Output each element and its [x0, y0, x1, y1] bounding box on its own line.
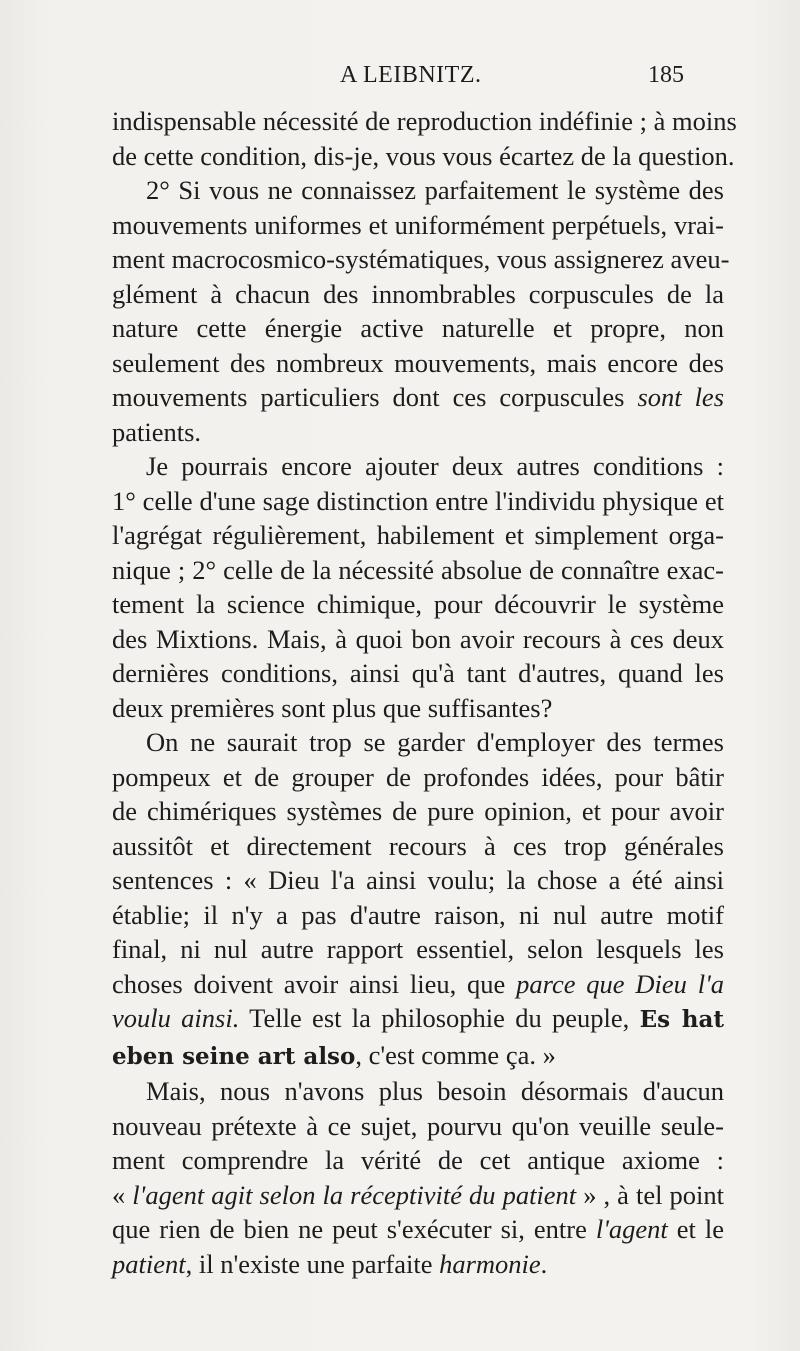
text-line: [112, 967, 724, 1002]
text-line: [112, 1212, 724, 1247]
paragraph-3: [112, 449, 724, 725]
text-line: de chimériques systèmes de pure opinion, et pour avoir: [112, 796, 724, 826]
text-line: nature cette énergie active naturelle et propre, non: [112, 313, 724, 343]
paragraph-2: [112, 173, 730, 449]
text-run: » , à tel point: [576, 1179, 724, 1210]
text-line: dernières conditions, ainsi qu'à tant d'autres, quand les: [112, 658, 724, 688]
text-line: 1° celle d'une sage distinction entre l'individu physique et: [112, 485, 724, 516]
text-line: pompeux et de grouper de profondes idées, pour bâtir: [112, 761, 724, 792]
paragraph-5: [112, 1074, 724, 1281]
text-run: et le: [667, 1214, 725, 1244]
text-line: nique ; 2° celle de la nécessité absolue de connaître exac-: [112, 554, 724, 585]
page-number: 185: [648, 62, 684, 88]
italic-run: l'agent: [595, 1214, 668, 1244]
text-line: nouveau prétexte à ce sujet, pourvu qu'on veuille seule-: [112, 1110, 724, 1141]
text-line: 2° Si vous ne connaissez parfaitement le système des: [146, 175, 724, 205]
text-line: des Mixtions. Mais, à quoi bon avoir recours à ces deux: [112, 623, 724, 654]
text-line: indispensable nécessité de reproduction indéfinie ; à moins: [112, 106, 737, 136]
running-title: A LEIBNITZ.: [340, 62, 482, 88]
text-line: l'agrégat régulièrement, habilement et simplement orga-: [112, 520, 724, 550]
paragraph-1: [112, 104, 737, 173]
italic-run: sont les: [637, 382, 725, 412]
text-line: aussitôt et directement recours à ces trop générales: [112, 830, 724, 861]
text-line: [112, 1038, 724, 1075]
text-line: deux premières sont plus que suffisantes?: [112, 692, 553, 723]
text-line: glément à chacun des innombrables corpuscules de la: [112, 278, 724, 309]
text-line: Je pourrais encore ajouter deux autres conditions :: [146, 451, 724, 481]
text-run: que rien de bien ne peut s'exécuter si, entre: [112, 1214, 596, 1244]
italic-run: harmonie: [439, 1248, 541, 1279]
blackletter-run: Es hat: [639, 1006, 724, 1033]
text-run: Telle est la philosophie du peuple,: [239, 1003, 640, 1033]
text-line: final, ni nul autre rapport essentiel, selon lesquels les: [112, 934, 724, 964]
text-run: , il n'existe une parfaite: [185, 1248, 440, 1279]
page-header: [0, 62, 800, 102]
text-line: seulement des nombreux mouvements, mais encore des: [112, 347, 724, 378]
body-text: [112, 104, 737, 1281]
text-run: .: [540, 1248, 548, 1279]
italic-run: l'agent agit selon la réceptivité du patient: [132, 1179, 577, 1210]
blackletter-run: eben seine art also: [112, 1042, 356, 1070]
text-line: de cette condition, dis-je, vous vous écartez de la question.: [112, 140, 735, 171]
text-run: «: [112, 1179, 133, 1210]
text-line: établie; il n'y a pas d'autre raison, ni nul autre motif: [112, 899, 724, 930]
text-line: [112, 1178, 724, 1213]
paragraph-4: [112, 725, 724, 1074]
text-run: choses doivent avoir ainsi lieu, que: [112, 968, 517, 999]
text-line: ment macrocosmico-systématiques, vous assignerez aveu-: [112, 244, 730, 274]
text-run: mouvements particuliers dont ces corpuscules: [112, 382, 638, 412]
text-line: On ne saurait trop se garder d'employer des termes: [146, 727, 724, 757]
text-run: , c'est comme ça. »: [355, 1039, 556, 1070]
italic-run: parce que Dieu l'a: [516, 968, 724, 999]
text-line: patients.: [112, 416, 202, 447]
text-line: sentences : « Dieu l'a ainsi voulu; la chose a été ainsi: [112, 865, 724, 895]
italic-run: patient: [112, 1248, 186, 1279]
text-line: mouvements uniformes et uniformément perpétuels, vrai-: [112, 209, 724, 240]
text-line: tement la science chimique, pour découvrir le système: [112, 589, 724, 619]
text-line: ment comprendre la vérité de cet antique axiome :: [112, 1145, 724, 1175]
italic-run: voulu ainsi.: [112, 1003, 240, 1033]
text-line: Mais, nous n'avons plus besoin désormais d'aucun: [146, 1076, 724, 1106]
text-line: [112, 1001, 724, 1038]
text-line: [112, 380, 724, 415]
text-line: [112, 1247, 724, 1282]
